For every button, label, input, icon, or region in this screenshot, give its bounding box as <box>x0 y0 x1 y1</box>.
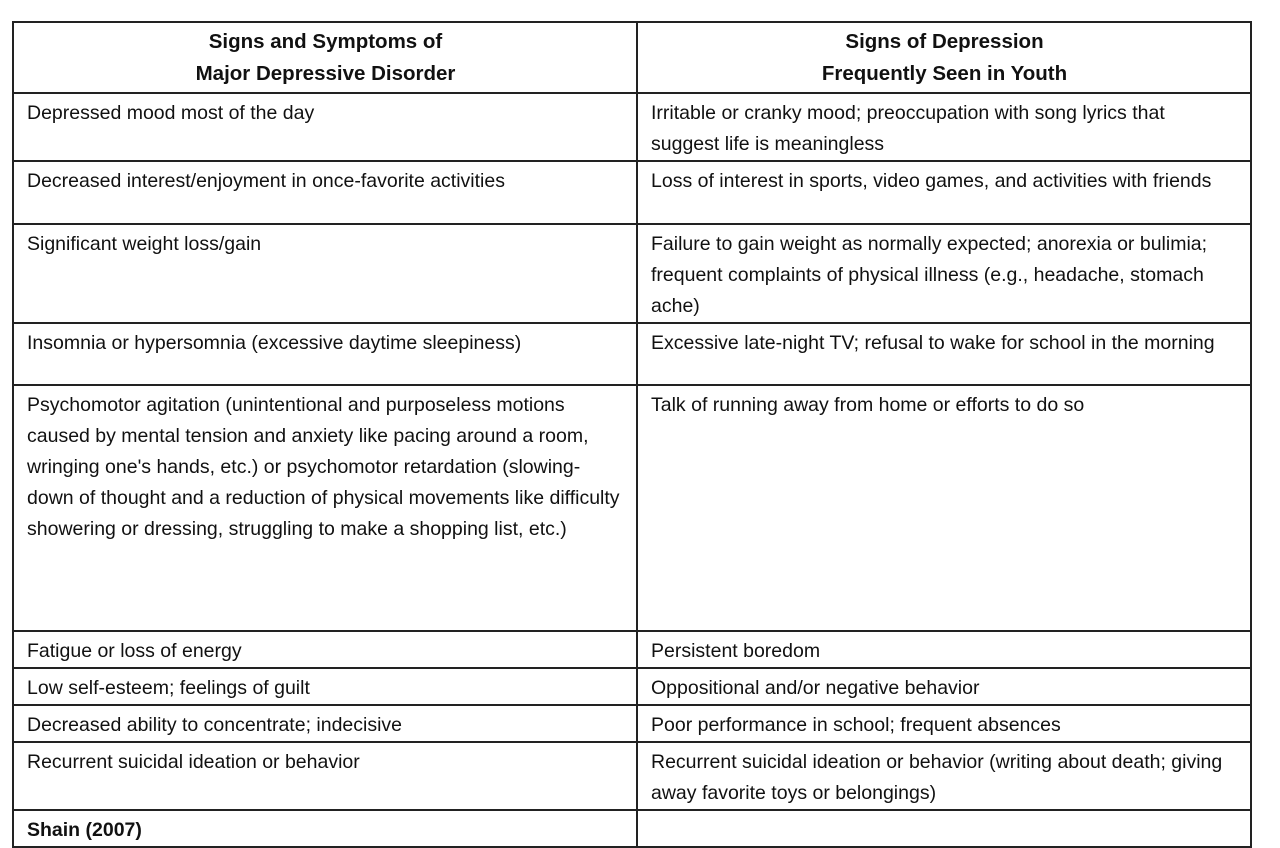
header-line: Signs of Depression <box>845 30 1044 53</box>
header-row <box>13 22 1251 93</box>
table-row <box>13 668 1251 705</box>
depression-signs-table <box>12 21 1252 848</box>
symptom-cell: Low self-esteem; feelings of guilt <box>13 668 637 705</box>
youth-sign-cell: Oppositional and/or negative behavior <box>637 668 1251 705</box>
youth-sign-cell: Poor performance in school; frequent absences <box>637 705 1251 742</box>
symptom-cell: Decreased ability to concentrate; indecisive <box>13 705 637 742</box>
symptom-cell: Significant weight loss/gain <box>13 224 637 323</box>
symptom-cell: Depressed mood most of the day <box>13 93 637 161</box>
table-row <box>13 742 1251 810</box>
header-line: Frequently Seen in Youth <box>821 62 1068 85</box>
symptom-cell: Fatigue or loss of energy <box>13 631 637 668</box>
header-line: Major Depressive Disorder <box>195 62 456 85</box>
header-signs-in-youth <box>637 22 1251 93</box>
youth-sign-cell: Recurrent suicidal ideation or behavior (writing about death; giving away favorite toys or belongings) <box>637 742 1251 810</box>
youth-sign-cell: Excessive late-night TV; refusal to wake for school in the morning <box>637 323 1251 385</box>
youth-sign-cell: Talk of running away from home or efforts to do so <box>637 385 1251 631</box>
symptom-cell: Recurrent suicidal ideation or behavior <box>13 742 637 810</box>
symptom-cell: Decreased interest/enjoyment in once-favorite activities <box>13 161 637 224</box>
empty-cell <box>637 810 1251 847</box>
table-row <box>13 705 1251 742</box>
source-citation: Shain (2007) <box>13 810 637 847</box>
youth-sign-cell: Irritable or cranky mood; preoccupation with song lyrics that suggest life is meaningless <box>637 93 1251 161</box>
youth-sign-cell: Persistent boredom <box>637 631 1251 668</box>
source-row <box>13 810 1251 847</box>
youth-sign-cell: Failure to gain weight as normally expected; anorexia or bulimia; frequent complaints of physical illness (e.g., headache, stomach ache) <box>637 224 1251 323</box>
header-major-depressive-disorder <box>13 22 637 93</box>
symptom-cell: Psychomotor agitation (unintentional and purposeless motions caused by mental tension and anxiety like pacing around a room, wringing one's hands, etc.) or psychomotor retardation (slowing-down of thought and a reduction of physical movements like difficulty showering or dressing, struggling to make a shopping list, etc.) <box>13 385 637 631</box>
table-row <box>13 93 1251 161</box>
table-row <box>13 161 1251 224</box>
table-row <box>13 631 1251 668</box>
table-row <box>13 323 1251 385</box>
header-line: Signs and Symptoms of <box>208 30 443 53</box>
table-row <box>13 385 1251 631</box>
table-row <box>13 224 1251 323</box>
symptom-cell: Insomnia or hypersomnia (excessive daytime sleepiness) <box>13 323 637 385</box>
youth-sign-cell: Loss of interest in sports, video games, and activities with friends <box>637 161 1251 224</box>
